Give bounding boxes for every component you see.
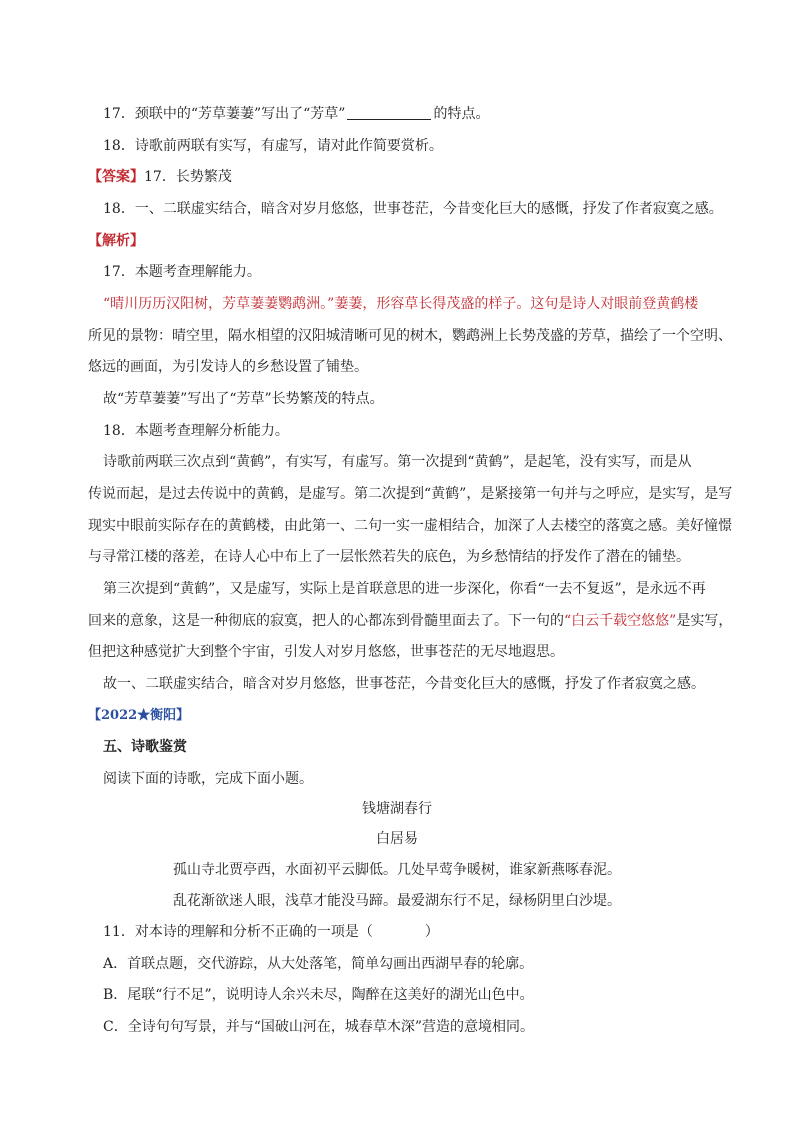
analysis-18-p2-l1: 第三次提到“黄鹤”，又是虚写，实际上是首联意思的进一步深化，你看“一去不复返”，是永远不再 [103,581,706,597]
analysis-18-p1-l3: 现实中眼前实际存在的黄鹤楼，由此第一、二句一实一虚相结合，加深了人去楼空的落寞之感。美好憧憬 [88,518,732,534]
answer-18: 18．一、二联虚实结合，暗含对岁月悠悠，世事苍茫，今昔变化巨大的感慨，抒发了作者寂寞之感。 [103,201,723,217]
analysis-label: 【解析】 [88,233,144,249]
poem-line-1: 孤山寺北贾亭西，水面初平云脚低。几处早莺争暖树，谁家新燕啄春泥。 [173,862,621,878]
analysis-18-conclusion: 故一、二联虚实结合，暗含对岁月悠悠，世事苍茫，今昔变化巨大的感慨，抒发了作者寂寞之感。 [103,676,705,692]
option-c: C．全诗句句写景，并与“国破山河在，城春草木深”营造的意境相同。 [103,1019,535,1035]
answer-label: 【答案】 [88,169,144,185]
analysis-18-p1-l4: 与寻常江楼的落差，在诗人心中布上了一层怅然若失的底色，为乡愁情结的抒发作了潜在的铺垫。 [88,549,690,565]
question-11: 11．对本诗的理解和分析不正确的一项是（ ） [103,924,439,940]
option-b: B．尾联“行不足”，说明诗人余兴未尽，陶醉在这美好的湖光山色中。 [103,987,534,1003]
poem-title: 钱塘湖春行 [362,801,432,817]
poem-line-2: 乱花渐欲迷人眼，浅草才能没马蹄。最爱湖东行不足，绿杨阴里白沙堤。 [173,893,621,909]
quoted-line-red: “白云千载空悠悠” [564,613,677,629]
analysis-18-p2-l3: 但把这种感觉扩大到整个宇宙，引发人对岁月悠悠，世事苍茫的无尽地遐思。 [88,644,564,660]
analysis-18-p1-l1: 诗歌前两联三次点到“黄鹤”，有实写，有虚写。第一次提到“黄鹤”，是起笔，没有实写，而是从 [103,454,692,470]
answer-blank [347,105,431,120]
option-a: A．首联点题，交代游踪，从大处落笔，简单勾画出西湖早春的轮廓。 [103,956,534,972]
question-17: 17．颈联中的“芳草萋萋”写出了“芳草” 的特点。 [103,106,490,122]
analysis-17-line2: 所见的景物：晴空里，隔水相望的汉阳城清晰可见的树木，鹦鹉洲上长势茂盛的芳草，描绘了一个空明、 [88,328,732,344]
poem-author: 白居易 [376,831,418,847]
instruction: 阅读下面的诗歌，完成下面小题。 [103,771,313,787]
analysis-17-head: 17．本题考查理解能力。 [103,264,261,280]
question-18: 18．诗歌前两联有实写，有虚写，请对此作简要赏析。 [103,138,443,154]
analysis-18-head: 18．本题考查理解分析能力。 [103,423,289,439]
analysis-18-p2-l2: 回来的意象，这是一种彻底的寂寞，把人的心都冻到骨髓里面去了。下一句的“白云千载空悠悠”是实写， [88,613,733,629]
analysis-17-line3: 悠远的画面，为引发诗人的乡愁设置了铺垫。 [88,359,368,375]
analysis-17-quote: “晴川历历汉阳树，芳草萋萋鹦鹉洲。”萋萋，形容草长得茂盛的样子。这句是诗人对眼前登黄鹤楼 [103,296,699,312]
answer-line: 【答案】17．长势繁茂 [88,169,232,185]
analysis-18-p1-l2: 传说而起，是过去传说中的黄鹤，是虚写。第二次提到“黄鹤”，是紧接第一句并与之呼应，是实写，是写 [88,486,733,502]
analysis-17-conclusion: 故“芳草萋萋”写出了“芳草”长势繁茂的特点。 [103,391,384,407]
source-tag: 【2022★衡阳】 [88,708,190,723]
section-title: 五、诗歌鉴赏 [103,739,187,755]
